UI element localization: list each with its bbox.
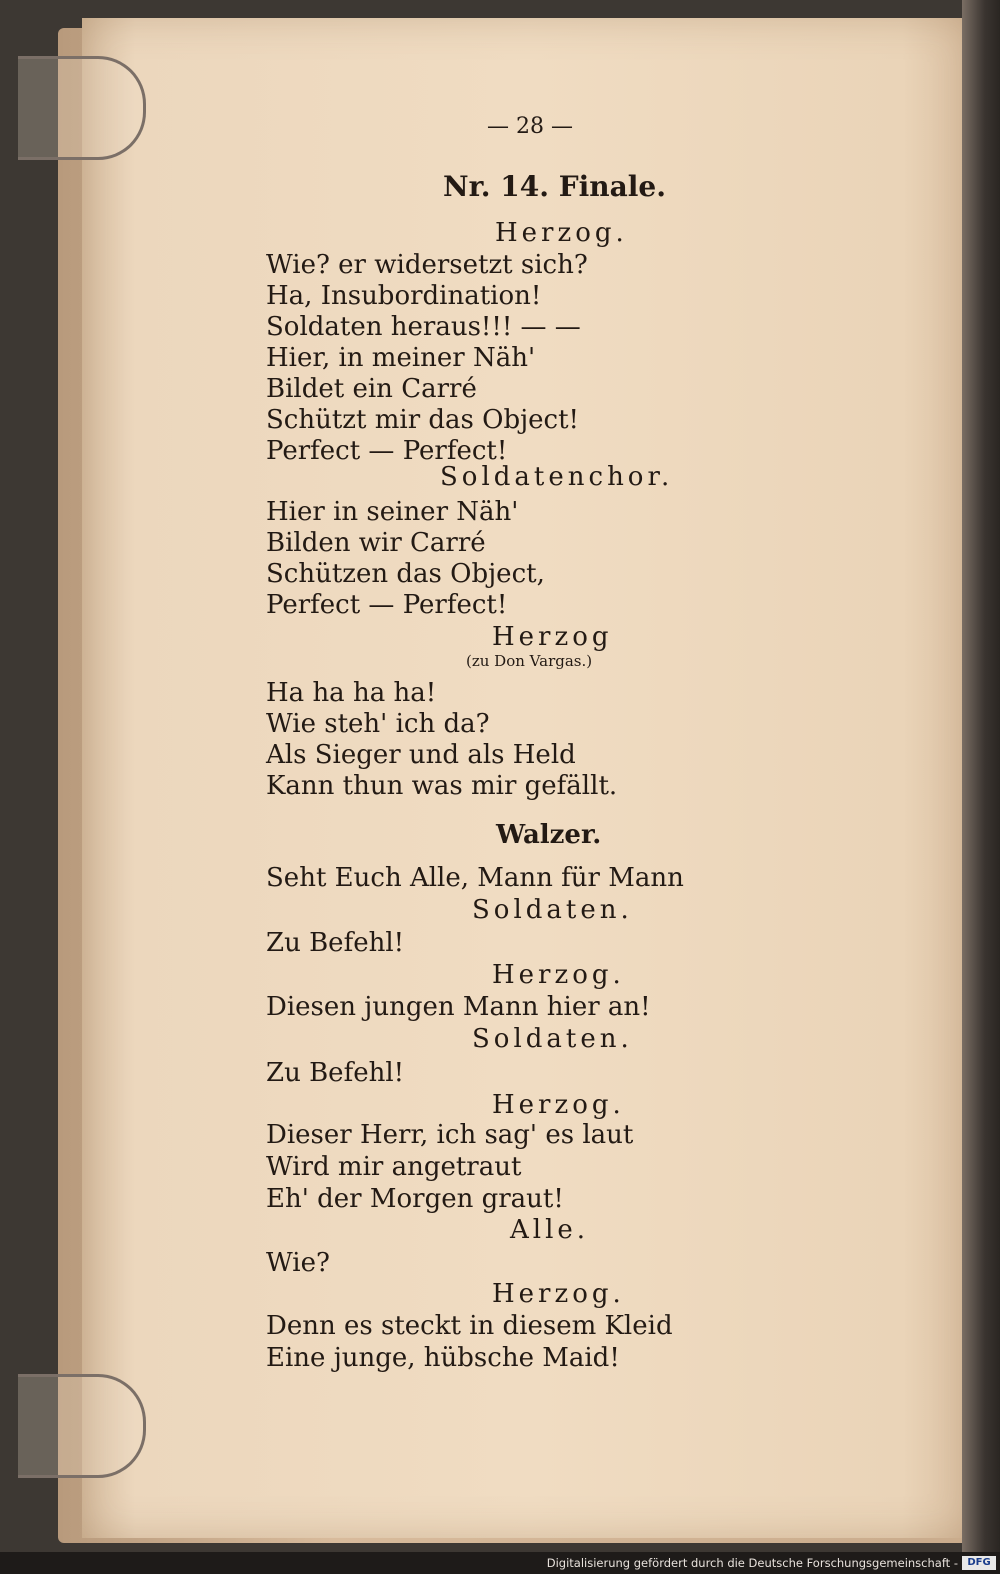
speaker-label: Herzog.	[495, 218, 628, 248]
verse-line: Wie?	[266, 1248, 330, 1278]
verse-line: Ha ha ha ha!	[266, 678, 437, 708]
verse-line: Wird mir angetraut	[266, 1152, 522, 1182]
speaker-label: Soldatenchor.	[440, 462, 674, 492]
verse-line: Zu Befehl!	[266, 928, 405, 958]
footer-bar	[0, 1552, 1000, 1574]
speaker-label: Herzog	[492, 622, 613, 652]
dfg-logo-icon: DFG	[962, 1556, 996, 1570]
verse-line: Hier, in meiner Näh'	[266, 343, 536, 373]
verse-line: Denn es steckt in diesem Kleid	[266, 1311, 673, 1341]
speaker-label: Soldaten.	[472, 1024, 633, 1054]
stage-direction: (zu Don Vargas.)	[466, 652, 593, 670]
verse-line: Wie? er widersetzt sich?	[266, 250, 588, 280]
verse-line: Perfect — Perfect!	[266, 436, 508, 466]
verse-line: Zu Befehl!	[266, 1058, 405, 1088]
section-subheading: Walzer.	[496, 820, 602, 850]
page-number: — 28 —	[487, 114, 573, 139]
verse-line: Bildet ein Carré	[266, 374, 477, 404]
verse-line: Diesen jungen Mann hier an!	[266, 992, 651, 1022]
footer-credit: Digitalisierung gefördert durch die Deutsche Forschungsgemeinschaft -	[546, 1556, 958, 1570]
verse-line: Soldaten heraus!!! — —	[266, 312, 581, 342]
verse-line: Dieser Herr, ich sag' es laut	[266, 1120, 634, 1150]
verse-line: Eh' der Morgen graut!	[266, 1184, 564, 1214]
speaker-label: Herzog.	[492, 1279, 625, 1309]
verse-line: Perfect — Perfect!	[266, 590, 508, 620]
verse-line: Kann thun was mir gefällt.	[266, 771, 618, 801]
verse-line: Bilden wir Carré	[266, 528, 486, 558]
speaker-label: Herzog.	[492, 1090, 625, 1120]
section-heading: Nr. 14. Finale.	[443, 170, 666, 203]
verse-line: Seht Euch Alle, Mann für Mann	[266, 863, 684, 893]
verse-line: Ha, Insubordination!	[266, 281, 542, 311]
speaker-label: Soldaten.	[472, 895, 633, 925]
verse-line: Eine junge, hübsche Maid!	[266, 1343, 620, 1373]
verse-line: Als Sieger und als Held	[266, 740, 576, 770]
verse-line: Schützen das Object,	[266, 559, 545, 589]
speaker-label: Herzog.	[492, 960, 625, 990]
speaker-label: Alle.	[510, 1215, 590, 1245]
verse-line: Schützt mir das Object!	[266, 405, 580, 435]
verse-line: Wie steh' ich da?	[266, 709, 490, 739]
verse-line: Hier in seiner Näh'	[266, 497, 519, 527]
